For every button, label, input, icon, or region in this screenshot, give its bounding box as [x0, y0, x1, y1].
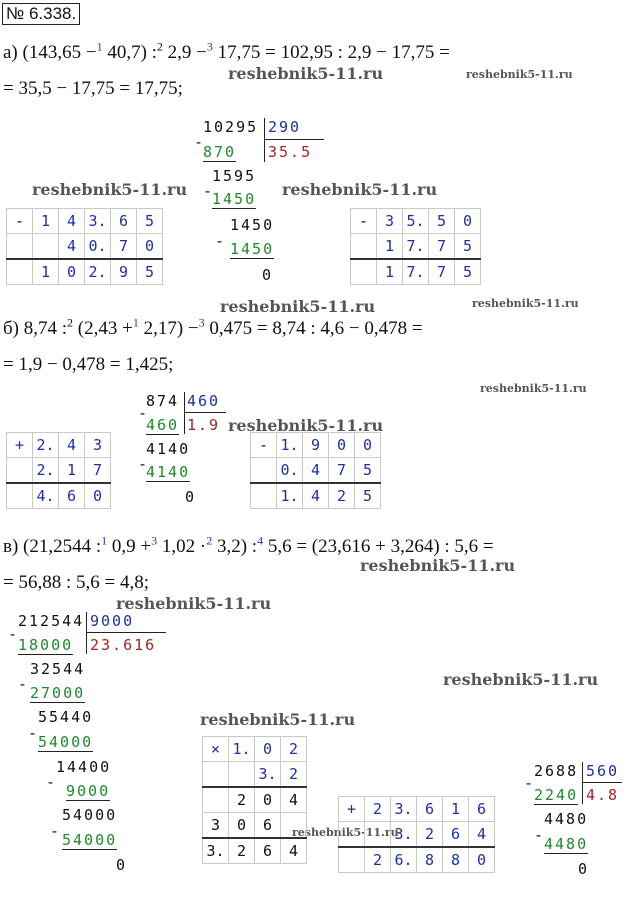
watermark: reshebnik5-11.ru: [200, 710, 356, 729]
division-step: 460: [146, 416, 180, 434]
division-step: 2240: [534, 786, 579, 804]
division-step: 55440: [38, 708, 94, 726]
dividend: 874: [146, 392, 180, 410]
division-step: 870: [203, 143, 237, 161]
watermark: reshebnik5-11.ru: [32, 180, 188, 199]
division-step: 1450: [212, 190, 257, 208]
order-mark: 2: [156, 39, 163, 54]
division-step: 0: [116, 856, 128, 874]
part-a-label: а): [3, 42, 23, 63]
watermark: reshebnik5-11.ru: [228, 416, 384, 435]
minus-sign: -: [138, 404, 150, 422]
divisor: 290: [268, 118, 302, 136]
minus-sign: -: [8, 625, 20, 643]
order-mark: 1: [101, 533, 108, 548]
minus-sign: -: [534, 826, 546, 844]
watermark: reshebnik5-11.ru: [360, 556, 516, 575]
watermark: reshebnik5-11.ru: [466, 68, 573, 81]
order-mark: 1: [132, 315, 139, 330]
division-step: 54000: [38, 733, 94, 751]
division-step: 9000: [66, 782, 111, 800]
division-step: 32544: [30, 660, 86, 678]
multiplication-table: × 1. 0 2 3. 2 2 0 4 3 0 6 3. 2 6 4: [202, 736, 307, 864]
division-step: 1595: [212, 167, 257, 185]
divisor: 560: [586, 762, 620, 780]
part-c-line-2: = 56,88 : 5,6 = 4,8;: [3, 572, 149, 593]
addition-table: + 2 3. 6 1 6 3. 2 6 4 2 6. 8 8 0: [338, 796, 495, 873]
order-mark: 1: [96, 39, 103, 54]
minus-sign: -: [18, 675, 30, 693]
division-step: 18000: [18, 636, 74, 654]
order-mark: 2: [206, 533, 213, 548]
subtraction-table: - 3 5. 5 0 1 7. 7 5 1 7. 7 5: [350, 208, 481, 285]
watermark: reshebnik5-11.ru: [472, 297, 579, 310]
division-step: 0: [185, 488, 197, 506]
addition-table: + 2. 4 3 2. 1 7 4. 6 0: [6, 432, 111, 509]
minus-sign: -: [194, 133, 206, 151]
watermark: reshebnik5-11.ru: [480, 382, 587, 395]
part-b-line-2: = 1,9 − 0,478 = 1,425;: [3, 354, 174, 375]
minus-sign: -: [138, 455, 150, 473]
problem-number: № 6.338.: [2, 3, 80, 25]
dividend: 2688: [534, 762, 579, 780]
order-mark: 4: [257, 533, 264, 548]
watermark: reshebnik5-11.ru: [228, 64, 384, 83]
division-step: 4480: [544, 810, 589, 828]
dividend: 10295: [203, 118, 259, 136]
watermark: reshebnik5-11.ru: [116, 594, 272, 613]
division-step: 54000: [62, 806, 118, 824]
division-step: 54000: [62, 831, 118, 849]
watermark: reshebnik5-11.ru: [220, 297, 376, 316]
minus-sign: -: [203, 182, 215, 200]
division-step: 4140: [146, 440, 191, 458]
minus-sign: -: [28, 724, 40, 742]
subtraction-table: - 1 4 3. 6 5 4 0. 7 0 1 0 2. 9 5: [6, 208, 163, 285]
division-step: 4140: [146, 463, 191, 481]
quotient: 23.616: [90, 636, 157, 654]
watermark: reshebnik5-11.ru: [292, 826, 399, 839]
part-b-line-1: б) 8,74 :$^2$ (2,43 +$^1$ 2,17) −$^3$ 0,475 = 8,74 : 4,6 − 0,478 =: [3, 315, 423, 339]
order-mark: 2: [67, 315, 74, 330]
quotient: 35.5: [268, 143, 313, 161]
divisor: 9000: [90, 612, 135, 630]
minus-sign: -: [215, 232, 227, 250]
division-step: 27000: [30, 684, 86, 702]
watermark: reshebnik5-11.ru: [282, 180, 438, 199]
subtraction-table: - 1. 9 0 0 0. 4 7 5 1. 4 2 5: [250, 432, 381, 509]
part-a-line-1: а) (143,65 −$^1$ 40,7) :$^2$ 2,9 −$^3$ 17,75 = 102,95 : 2,9 − 17,75 =: [3, 39, 450, 63]
watermark: reshebnik5-11.ru: [443, 670, 599, 689]
division-step: 4480: [544, 835, 589, 853]
division-step: 1450: [230, 216, 275, 234]
quotient: 4.8: [586, 786, 620, 804]
order-mark: 3: [198, 315, 205, 330]
order-mark: 3: [151, 533, 158, 548]
division-step: 1450: [230, 240, 275, 258]
minus-sign: -: [50, 822, 62, 840]
division-step: 0: [262, 266, 274, 284]
minus-sign: -: [524, 774, 536, 792]
divisor: 460: [187, 392, 221, 410]
part-c-line-1: в) (21,2544 :$^1$ 0,9 +$^3$ 1,02 ·$^2$ 3,2) :$^4$ 5,6 = (23,616 + 3,264) : 5,6 =: [3, 533, 494, 557]
division-step: 14400: [56, 758, 112, 776]
division-step: 0: [578, 860, 590, 878]
part-a-line-2: = 35,5 − 17,75 = 17,75;: [3, 78, 183, 99]
quotient: 1.9: [187, 416, 221, 434]
dividend: 212544: [18, 612, 85, 630]
minus-sign: -: [46, 773, 58, 791]
order-mark: 3: [206, 39, 213, 54]
